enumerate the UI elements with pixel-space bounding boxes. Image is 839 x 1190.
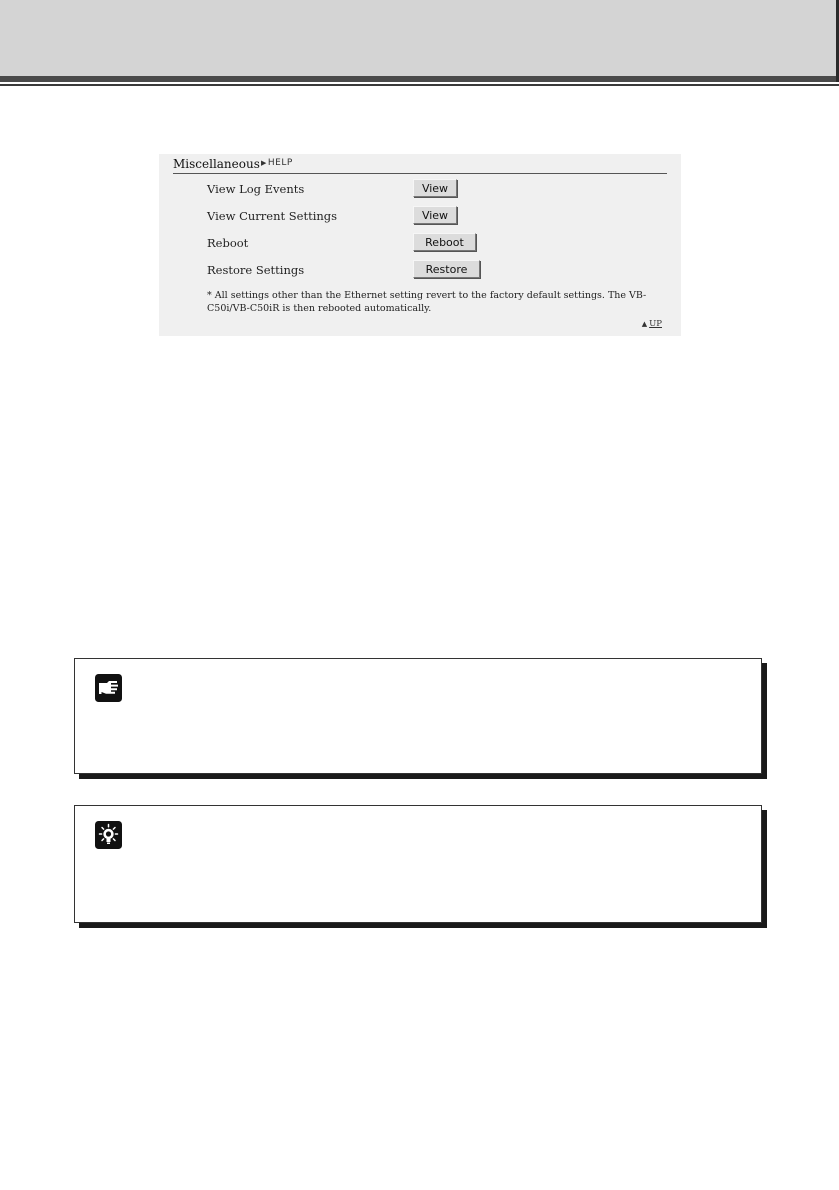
reboot-button[interactable]: Reboot bbox=[413, 233, 476, 251]
help-link[interactable] bbox=[261, 158, 293, 168]
row-label: View Current Settings bbox=[207, 209, 338, 223]
pointing-hand-icon bbox=[95, 674, 122, 702]
restore-note: * All settings other than the Ethernet setting revert to the factory default settings. The VB-C50i/VB-C50iR is then rebooted automatically. bbox=[207, 290, 647, 314]
row-label: View Log Events bbox=[207, 182, 305, 196]
up-label: UP bbox=[649, 319, 662, 329]
header-rule bbox=[0, 76, 839, 82]
help-label: HELP bbox=[267, 158, 293, 168]
triangle-up-icon: ▲ bbox=[641, 320, 648, 328]
row-restore-settings bbox=[207, 260, 527, 280]
row-label: Restore Settings bbox=[207, 263, 305, 277]
row-label: Reboot bbox=[207, 236, 249, 250]
view-current-settings-button[interactable]: View bbox=[413, 206, 457, 224]
row-view-log-events bbox=[207, 179, 527, 199]
row-reboot bbox=[207, 233, 527, 253]
up-link[interactable] bbox=[642, 319, 662, 329]
row-view-current-settings bbox=[207, 206, 527, 226]
note-box bbox=[74, 658, 762, 774]
page-header-band bbox=[0, 0, 839, 76]
tip-box bbox=[74, 805, 762, 923]
panel-title: Miscellaneous bbox=[173, 157, 260, 171]
restore-button[interactable]: Restore bbox=[413, 260, 480, 278]
lightbulb-icon bbox=[95, 821, 122, 849]
header-rule-thin bbox=[0, 84, 839, 86]
triangle-right-icon: ▶ bbox=[261, 159, 267, 167]
miscellaneous-panel bbox=[159, 154, 681, 336]
view-log-events-button[interactable]: View bbox=[413, 179, 457, 197]
panel-header bbox=[173, 157, 667, 174]
